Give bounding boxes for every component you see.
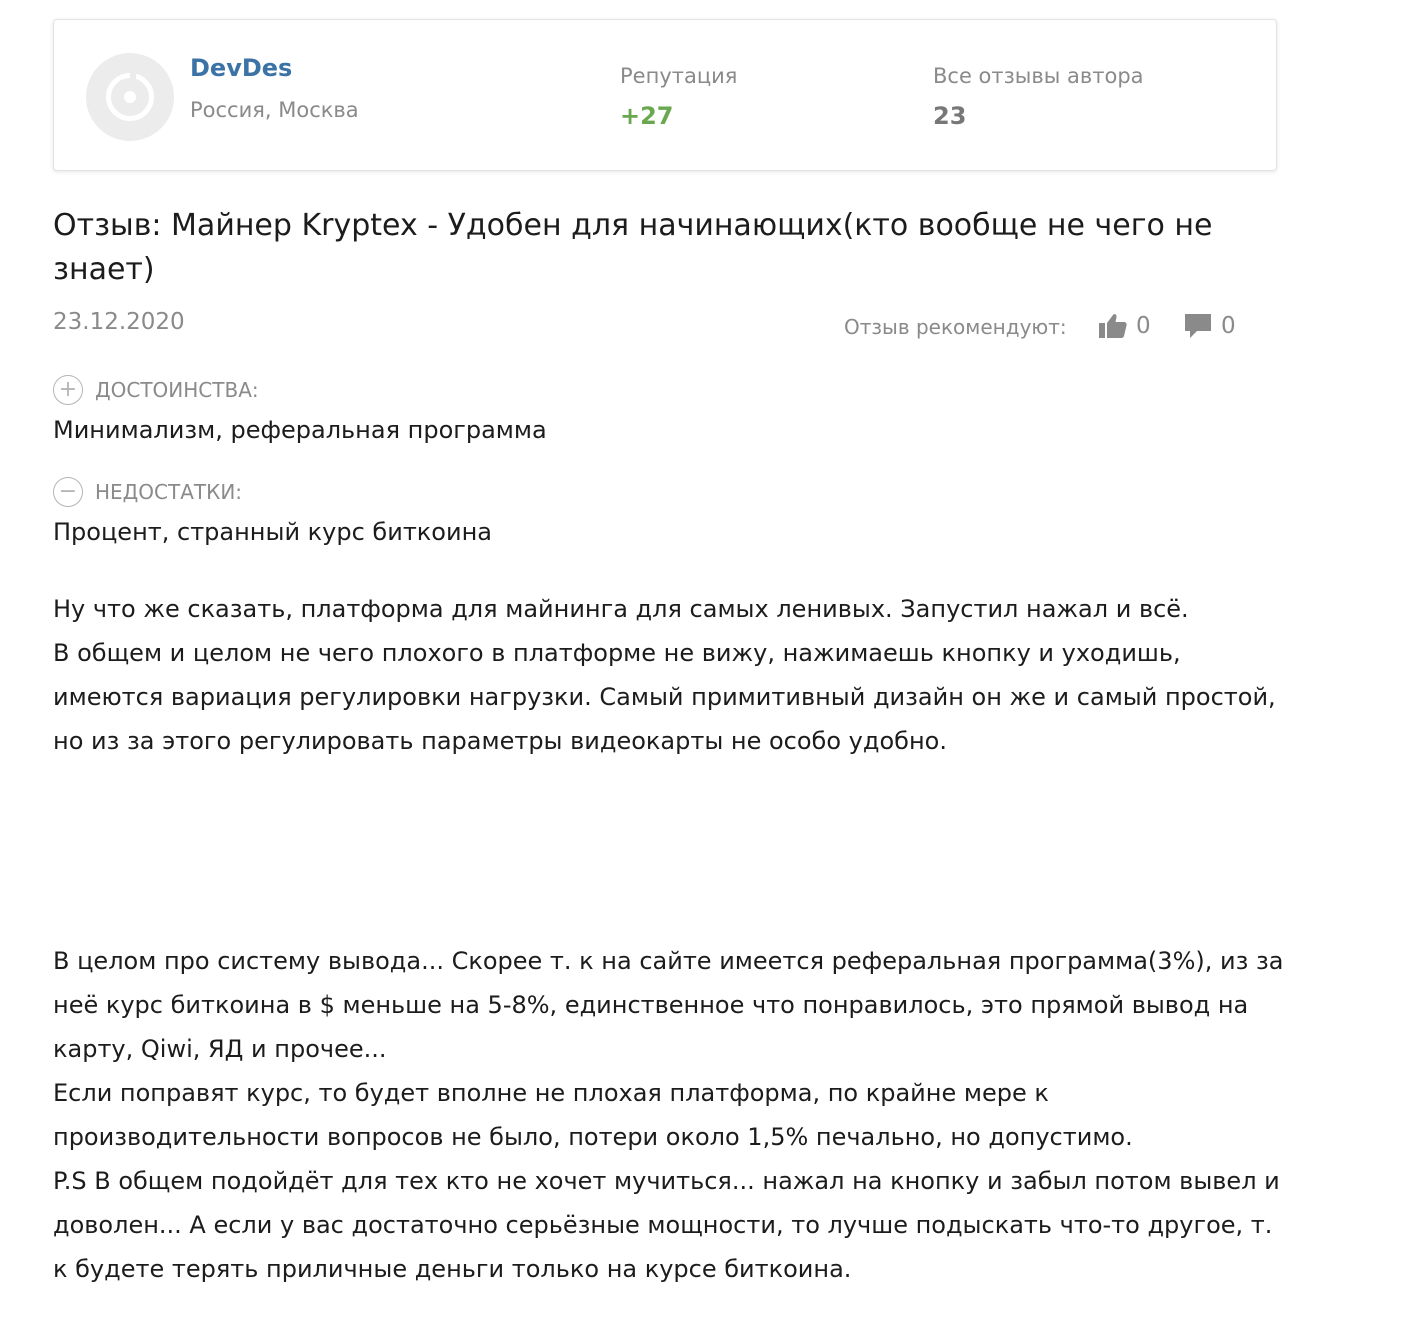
pros-label: ДОСТОИНСТВА: [95,378,259,402]
author-reviews-label: Все отзывы автора [933,64,1144,88]
speech-bubble-icon [1183,312,1213,340]
pros-text: Минимализм, реферальная программа [53,416,547,444]
author-location: Россия, Москва [190,98,359,122]
review-body-paragraph: В целом про систему вывода... Скорее т. к на сайте имеется реферальная программа(3%), из за неё курс биткоина в $ меньше на 5-8%, единственное что понравилось, это прямой вывод на карту, Qiwi, ЯД и прочее... Если поправят курс, то будет вполне не плохая платформа, по крайне мере к производительности вопросов не было, потери около 1,5% печально, но допустимо. P.S В общем подойдёт для тех кто не хочет мучиться... нажал на кнопку и забыл потом вывел и доволен... А если у вас достаточно серьёзные мощности, то лучше подыскать что-то другое, т. к будете терять приличные деньги только на курсе биткоина. [53,947,1284,1283]
plus-circle-icon: + [53,375,83,405]
pros-heading [53,375,259,405]
like-button[interactable] [1098,308,1151,344]
avatar-dot [124,91,136,103]
comments-count: 0 [1221,313,1236,339]
review-date: 23.12.2020 [53,309,185,335]
cons-text: Процент, странный курс биткоина [53,518,492,546]
recommend-label: Отзыв рекомендуют: [844,315,1067,339]
cons-heading [53,477,242,507]
author-reviews-count-link[interactable]: 23 [933,102,967,130]
thumbs-up-icon [1098,312,1128,340]
review-body-paragraph: Ну что же сказать, платформа для майнинга для самых ленивых. Запустил нажал и всё. В общем и целом не чего плохого в платформе не вижу, нажимаешь кнопку и уходишь, имеются вариация регулировки нагрузки. Самый примитивный дизайн он же и самый простой, но из за этого регулировать параметры видеокарты не особо удобно. [53,595,1276,755]
author-name-link[interactable]: DevDes [190,54,293,82]
cons-label: НЕДОСТАТКИ: [95,480,243,504]
likes-count: 0 [1136,313,1151,339]
author-card [53,19,1277,171]
avatar-ring [106,73,154,121]
reputation-label: Репутация [620,64,738,88]
minus-circle-icon: − [53,477,83,507]
reputation-value: +27 [620,102,674,130]
default-avatar-icon[interactable] [86,53,174,141]
comments-button[interactable] [1183,308,1236,344]
review-title: Отзыв: Майнер Kryptex - Удобен для начинающих(кто вообще не чего не знает) [53,208,1213,287]
